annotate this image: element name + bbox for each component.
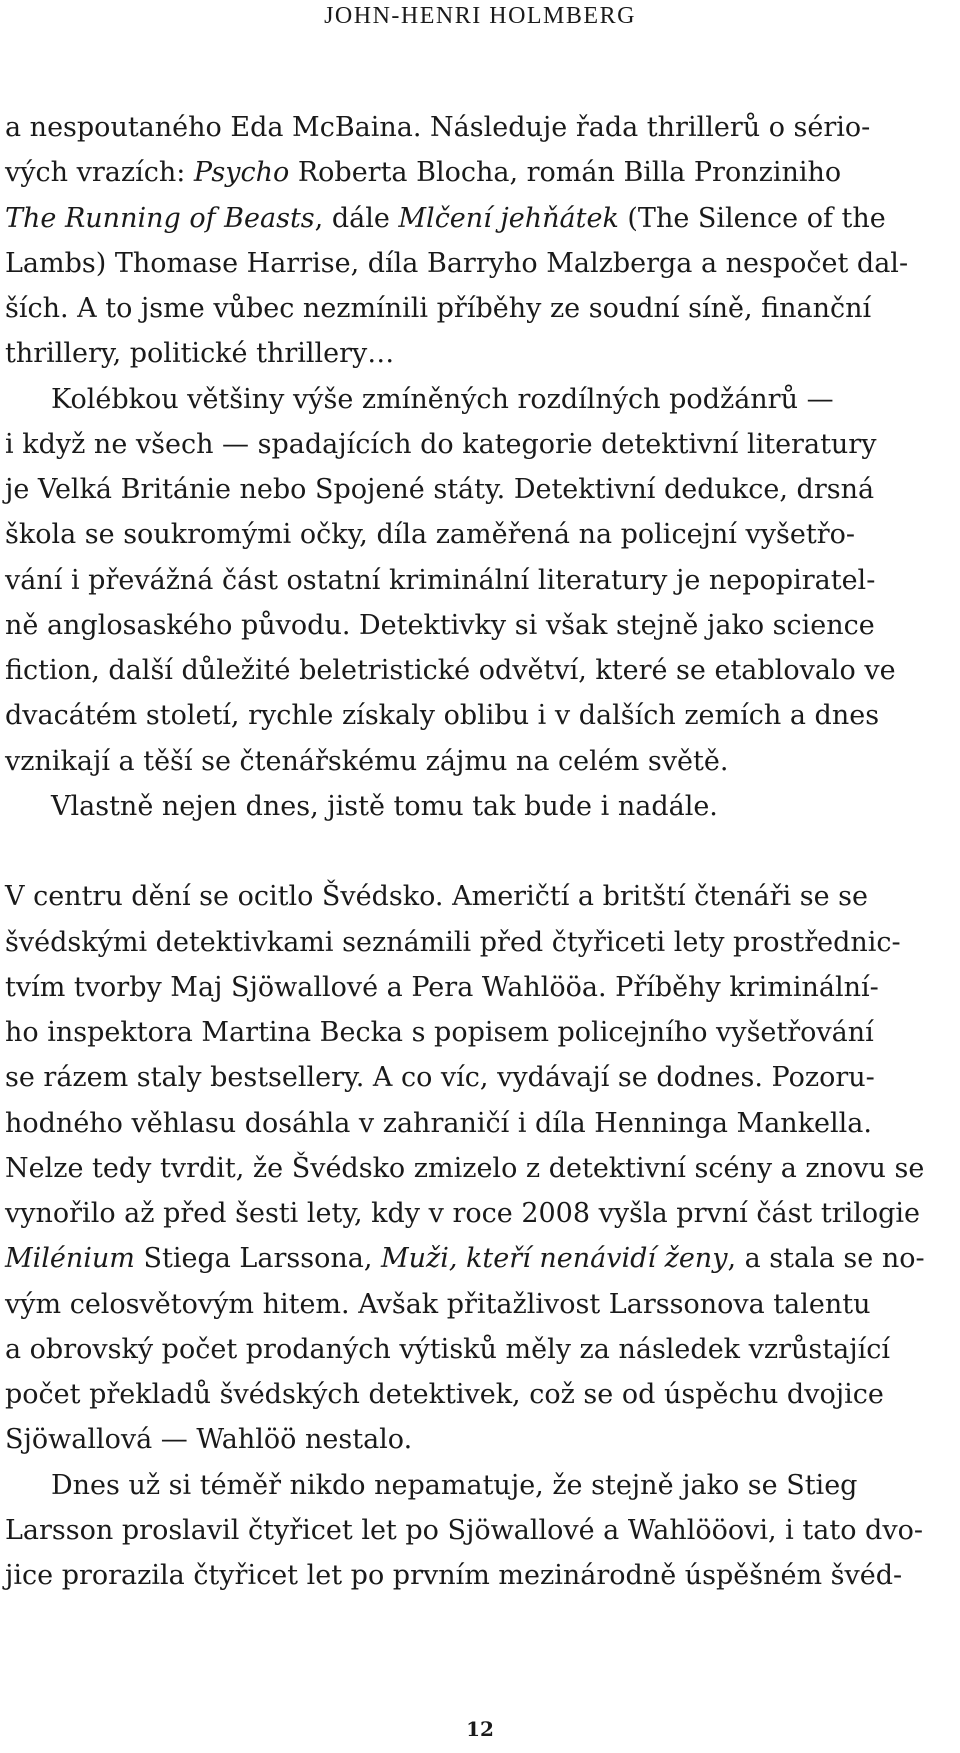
text-line: švédskými detektivkami seznámili před čtyřiceti lety prostřednic- — [5, 926, 901, 958]
text-line: tvím tvorby Maj Sjöwallové a Pera Wahlööa. Příběhy kriminální- — [5, 971, 879, 1003]
text-line: ších. A to jsme vůbec nezmínili příběhy ze soudní síně, finanční — [5, 293, 872, 324]
text-line: a obrovský počet prodaných výtisků měly za následek vzrůstající — [5, 1333, 890, 1365]
text-line: hodného věhlasu dosáhla v zahraničí i díla Henninga Mankella. — [5, 1107, 872, 1139]
text-line: i když ne všech — spadajících do kategorie detektivní literatury — [5, 428, 877, 460]
text-line: fiction, další důležité beletristické odvětví, které se etablovalo ve — [5, 655, 896, 686]
running-head: JOHN-HENRI HOLMBERG — [324, 3, 636, 29]
text-line: V centru dění se ocitlo Švédsko. Američtí a britští čtenáři se se — [5, 881, 868, 913]
italic-title: Milénium — [5, 1243, 135, 1275]
text-line: a nespoutaného Eda McBaina. Následuje řada thrillerů o sério- — [5, 112, 871, 143]
text-line: Vlastně nejen dnes, jistě tomu tak bude i nadále. — [51, 790, 718, 822]
text-line: Sjöwallová — Wahlöö nestalo. — [5, 1424, 413, 1456]
text-line: se rázem staly bestsellery. A co víc, vydávají se dodnes. Pozoru- — [5, 1062, 875, 1094]
text-line: je Velká Británie nebo Spojené státy. Detektivní dedukce, drsná — [5, 474, 875, 505]
text-line: Milénium Stiega Larssona, Muži, kteří nenávidí ženy, a stala se no- — [5, 1243, 925, 1275]
text-line: Dnes už si téměř nikdo nepamatuje, že stejně jako se Stieg — [51, 1469, 858, 1501]
italic-title: Muži, kteří nenávidí ženy — [380, 1243, 728, 1275]
body-text — [5, 105, 945, 1598]
text-line: jice prorazila čtyřicet let po prvním mezinárodně úspěšném švéd- — [5, 1560, 903, 1591]
text-line: ho inspektora Martina Becka s popisem policejního vyšetřování — [5, 1017, 874, 1048]
page-number: 12 — [466, 1717, 494, 1741]
text-line: thrillery, politické thrillery… — [5, 338, 395, 370]
text-line: The Running of Beasts, dále Mlčení jehňátek (The Silence of the — [5, 202, 886, 234]
text-line: škola se soukromými očky, díla zaměřená na policejní vyšetřo- — [5, 519, 855, 551]
text-line: vznikají a těší se čtenářskému zájmu na celém světě. — [5, 745, 729, 777]
text-line: vání i převážná část ostatní kriminální literatury je nepopiratel- — [5, 564, 876, 596]
text-line: vynořilo až před šesti lety, kdy v roce 2008 vyšla první část trilogie — [5, 1198, 921, 1229]
text-line: Lambs) Thomase Harrise, díla Barryho Malzberga a nespočet dal- — [5, 247, 909, 279]
text-line: vým celosvětovým hitem. Avšak přitažlivost Larssonova talentu — [5, 1288, 871, 1320]
text-line: Larsson proslavil čtyřicet let po Sjöwallové a Wahlööovi, i tato dvo- — [5, 1514, 923, 1546]
italic-title: Mlčení jehňátek — [398, 202, 619, 234]
text-line: ně anglosaského původu. Detektivky si však stejně jako science — [5, 609, 875, 641]
text-line: počet překladů švédských detektivek, což se od úspěchu dvojice — [5, 1379, 884, 1410]
section-break — [5, 829, 945, 874]
text-line: Kolébkou většiny výše zmíněných rozdílných podžánrů — — [51, 383, 834, 415]
text-line: dvacátém století, rychle získaly oblibu i v dalších zemích a dnes — [5, 700, 880, 732]
text-line: Nelze tedy tvrdit, že Švédsko zmizelo z detektivní scény a znovu se — [5, 1152, 925, 1184]
italic-title: Psycho — [193, 157, 290, 189]
text-line: vých vrazích: Psycho Roberta Blocha, román Billa Pronziniho — [5, 157, 842, 189]
italic-title: The Running of Beasts — [5, 202, 315, 234]
